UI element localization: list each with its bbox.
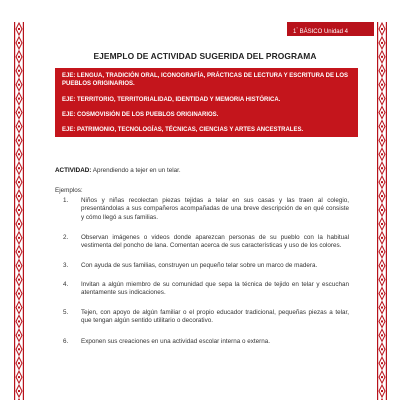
unit-tab [287,22,374,36]
examples-label: Ejemplos: [55,187,83,194]
list-item-text: Niños y niñas recolectan piezas tejidas a telar en sus casas y las traen al colegio, presentándolas a sus compañeros acompañadas de una breve descripción de en qué consiste y cómo llegó a sus familias. [81,197,349,221]
list-item-number: 3. [63,262,69,269]
list-item-text: Tejen, con apoyo de algún familiar o el propio educador tradicional, pequeñas piezas a telar, que tengan algún sentido utilitario o decorativo. [81,309,349,325]
eje-box [55,68,358,137]
decorative-border-left [14,22,24,400]
list-item-number: 2. [63,234,69,241]
decorative-border-right [377,22,387,400]
list-item-number: 5. [63,309,69,316]
list-item-number: 4. [63,281,69,288]
list-item-text: Con ayuda de sus familias, construyen un pequeño telar sobre un marco de madera. [81,262,318,269]
list-item-number: 6. [63,338,69,345]
activity-label: ACTIVIDAD: [55,167,92,174]
eje-item: EJE: LENGUA, TRADICIÓN ORAL, ICONOGRAFÍA, PRÁCTICAS DE LECTURA Y ESCRITURA DE LOS PUEBLOS ORIGINARIOS. [62,73,349,88]
list-item-text: Observan imágenes o videos donde aparezcan personas de su pueblo con la habitual vestimenta del poncho de lana. Comentan acerca de sus características y uso de los colores. [81,234,349,250]
list-item-number: 1. [63,197,69,204]
eje-item: EJE: PATRIMONIO, TECNOLOGÍAS, TÉCNICAS, CIENCIAS Y ARTES ANCESTRALES. [62,127,304,133]
list-item-text: Invitan a algún miembro de su comunidad que sepa la técnica de tejido en telar y escuchan atentamente sus indicaciones. [81,281,349,297]
activity-line [55,167,181,174]
unit-tab-sup: ° [296,26,298,31]
unit-tab-text: BÁSICO Unidad 4 [299,29,348,35]
eje-item: EJE: COSMOVISIÓN DE LOS PUEBLOS ORIGINARIOS. [62,112,219,118]
unit-tab-number: 1 [293,29,297,35]
activity-text: Aprendiendo a tejer en un telar. [91,167,181,174]
page-title: EJEMPLO DE ACTIVIDAD SUGERIDA DEL PROGRAMA [93,51,317,61]
eje-item: EJE: TERRITORIO, TERRITORIALIDAD, IDENTIDAD Y MEMORIA HISTÓRICA. [62,97,281,103]
list-item-text: Exponen sus creaciones en una actividad escolar interna o externa. [81,338,271,345]
